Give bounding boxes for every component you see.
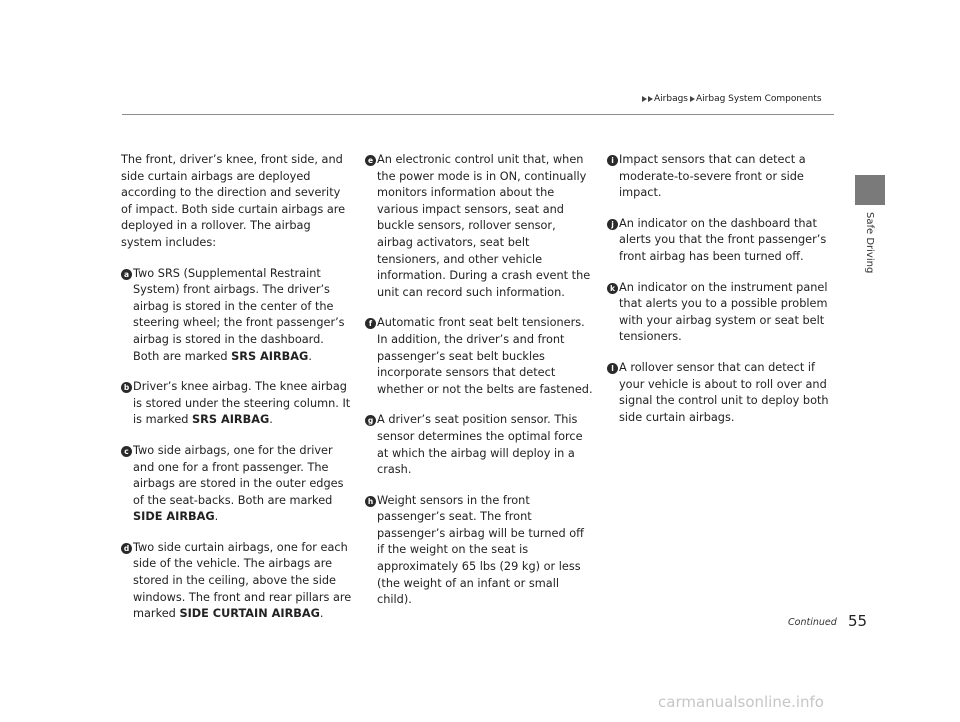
component-item — [607, 216, 833, 266]
component-item — [121, 540, 353, 623]
component-item — [607, 152, 833, 202]
component-item — [365, 152, 593, 301]
item-text: Automatic front seat belt tensioners. In addition, the driver’s and front passenger’s seat belt buckles incorporate sensors that detect whether or not the belts are fastened. — [377, 316, 593, 396]
item-marker-icon: l — [607, 363, 618, 374]
item-text: . — [319, 607, 324, 621]
item-marker-icon: a — [121, 269, 132, 280]
item-text: . — [214, 510, 219, 524]
item-text: Two side curtain airbags, one for each side of the vehicle. The airbags are stored in the ceiling, above the side windows. The front and rear pillars are marked — [133, 540, 352, 621]
item-list — [121, 266, 353, 623]
item-text: Two side airbags, one for the driver and one for a front passenger. The airbags are stored in the outer edges of the seat-backs. Both are marked — [133, 443, 344, 507]
page-number: 55 — [848, 612, 868, 630]
item-text: . — [269, 413, 273, 427]
item-text: Impact sensors that can detect a moderate-to-severe front or side impact. — [619, 153, 806, 200]
item-text: Weight sensors in the front passenger’s seat. The front passenger’s airbag will be turned off if the weight on the seat is approximately 65 lbs (29 kg) or less (the weight of an infant or small child). — [377, 493, 584, 607]
item-marker-icon: b — [121, 382, 132, 393]
breadcrumb — [642, 94, 822, 104]
item-marker-icon: j — [607, 219, 618, 230]
column-1 — [121, 152, 353, 637]
section-tab-label: Safe Driving — [864, 212, 875, 274]
item-text: An indicator on the dashboard that alerts you that the front passenger’s front airbag has been turned off. — [619, 216, 827, 263]
column-2 — [365, 152, 593, 623]
item-marker-icon: i — [607, 155, 618, 166]
item-text: Driver’s knee airbag. The knee airbag is stored under the steering column. It is marked — [133, 380, 351, 427]
item-text: Two SRS (Supplemental Restraint System) front airbags. The driver’s airbag is stored in the center of the steering wheel; the front passenger’s airbag is stored in the dashboard. Both are marked — [133, 266, 345, 363]
watermark: carmanualsonline.info — [658, 693, 824, 711]
header-divider — [122, 114, 834, 115]
section-tab-marker — [855, 175, 885, 205]
item-label-marking: SIDE AIRBAG — [133, 510, 215, 524]
item-text: An indicator on the instrument panel that alerts you to a possible problem with your airbag system or seat belt tensioners. — [619, 280, 828, 344]
item-list — [365, 152, 593, 609]
component-item — [365, 493, 593, 609]
item-list — [607, 152, 833, 426]
item-text: A driver’s seat position sensor. This sensor determines the optimal force at which the airbag will deploy in a crash. — [377, 413, 583, 477]
breadcrumb-item-current[interactable]: Airbag System Components — [696, 94, 822, 104]
item-marker-icon: h — [365, 496, 376, 507]
item-marker-icon: g — [365, 415, 376, 426]
component-item — [607, 360, 833, 426]
item-marker-icon: d — [121, 543, 132, 554]
item-label-marking: SRS AIRBAG — [231, 349, 309, 363]
component-item — [365, 412, 593, 478]
component-item — [121, 443, 353, 526]
component-item — [121, 379, 353, 429]
breadcrumb-arrow-icon — [648, 96, 653, 102]
item-marker-icon: f — [365, 318, 376, 329]
component-item — [607, 280, 833, 346]
continued-label: Continued — [788, 617, 837, 628]
item-marker-icon: c — [121, 446, 132, 457]
item-text: . — [308, 349, 312, 363]
breadcrumb-arrow-icon — [642, 96, 647, 102]
item-marker-icon: k — [607, 283, 618, 294]
item-label-marking: SRS AIRBAG — [192, 413, 270, 427]
intro-paragraph: The front, driver’s knee, front side, and side curtain airbags are deployed according to the direction and severity of impact. Both side curtain airbags are deployed in a rollover. The airbag system includes: — [121, 153, 346, 249]
component-item — [121, 266, 353, 366]
item-text: A rollover sensor that can detect if your vehicle is about to roll over and signal the control unit to deploy both side curtain airbags. — [619, 360, 829, 424]
breadcrumb-item-airbags[interactable]: Airbags — [654, 94, 688, 104]
item-text: An electronic control unit that, when the power mode is in ON, continually monitors information about the various impact sensors, seat and buckle sensors, rollover sensor, airbag activators, seat belt tensioners, and other vehicle information. During a crash event the unit can record such information. — [377, 153, 591, 299]
item-marker-icon: e — [365, 155, 376, 166]
component-item — [365, 315, 593, 398]
item-label-marking: SIDE CURTAIN AIRBAG — [179, 607, 320, 621]
column-3 — [607, 152, 833, 440]
breadcrumb-arrow-icon — [690, 96, 695, 102]
